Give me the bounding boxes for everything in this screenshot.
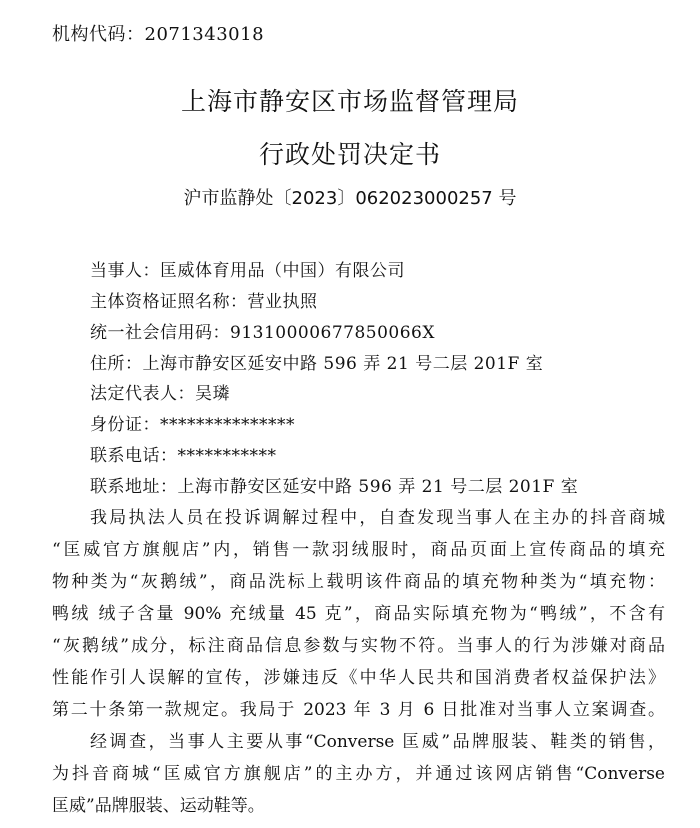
phone: 联系电话：*********** [90, 446, 277, 466]
paragraph-line: “灰鹅绒”成分，标注商品信息参数与实物不符。当事人的行为涉嫌对商品 [52, 636, 665, 656]
address: 住所：上海市静安区延安中路 596 弄 21 号二层 201F 室 [90, 354, 544, 374]
party-name: 当事人：匡威体育用品（中国）有限公司 [90, 261, 405, 281]
credit-code: 统一社会信用码：91310000677850066X [90, 323, 435, 343]
paragraph-line: 为抖音商城“匡威官方旗舰店”的主办方，并通过该网店销售“Converse [52, 764, 665, 784]
paragraph-line: 经调查，当事人主要从事“Converse 匡威”品牌服装、鞋类的销售， [90, 732, 665, 752]
paragraph-line: 我局执法人员在投诉调解过程中，自查发现当事人在主办的抖音商城 [90, 508, 665, 528]
paragraph-line: 第二十条第一款规定。我局于 2023 年 3 月 6 日批准对当事人立案调查。 [52, 700, 665, 720]
org-code: 机构代码：2071343018 [52, 24, 265, 45]
document-number: 沪市监静处〔2023〕062023000257 号 [183, 188, 517, 209]
document-title: 行政处罚决定书 [258, 140, 441, 169]
id-number: 身份证：*************** [90, 415, 295, 435]
contact-address: 联系地址：上海市静安区延安中路 596 弄 21 号二层 201F 室 [90, 477, 579, 497]
license-type: 主体资格证照名称：营业执照 [90, 292, 318, 312]
paragraph-line: 性能作引人误解的宣传，涉嫌违反《中华人民共和国消费者权益保护法》 [52, 668, 665, 688]
paragraph-line: 匡威”品牌服装、运动鞋等。 [52, 796, 265, 816]
legal-representative: 法定代表人：吴璘 [90, 384, 230, 404]
paragraph-line: “匡威官方旗舰店”内，销售一款羽绒服时，商品页面上宣传商品的填充 [52, 540, 665, 560]
paragraph-line: 鸭绒 绒子含量 90% 充绒量 45 克”，商品实际填充物为“鸭绒”，不含有 [52, 604, 665, 624]
issuing-authority-title: 上海市静安区市场监督管理局 [180, 87, 519, 116]
paragraph-line: 物种类为“灰鹅绒”，商品洗标上载明该件商品的填充物种类为“填充物： [52, 572, 665, 592]
